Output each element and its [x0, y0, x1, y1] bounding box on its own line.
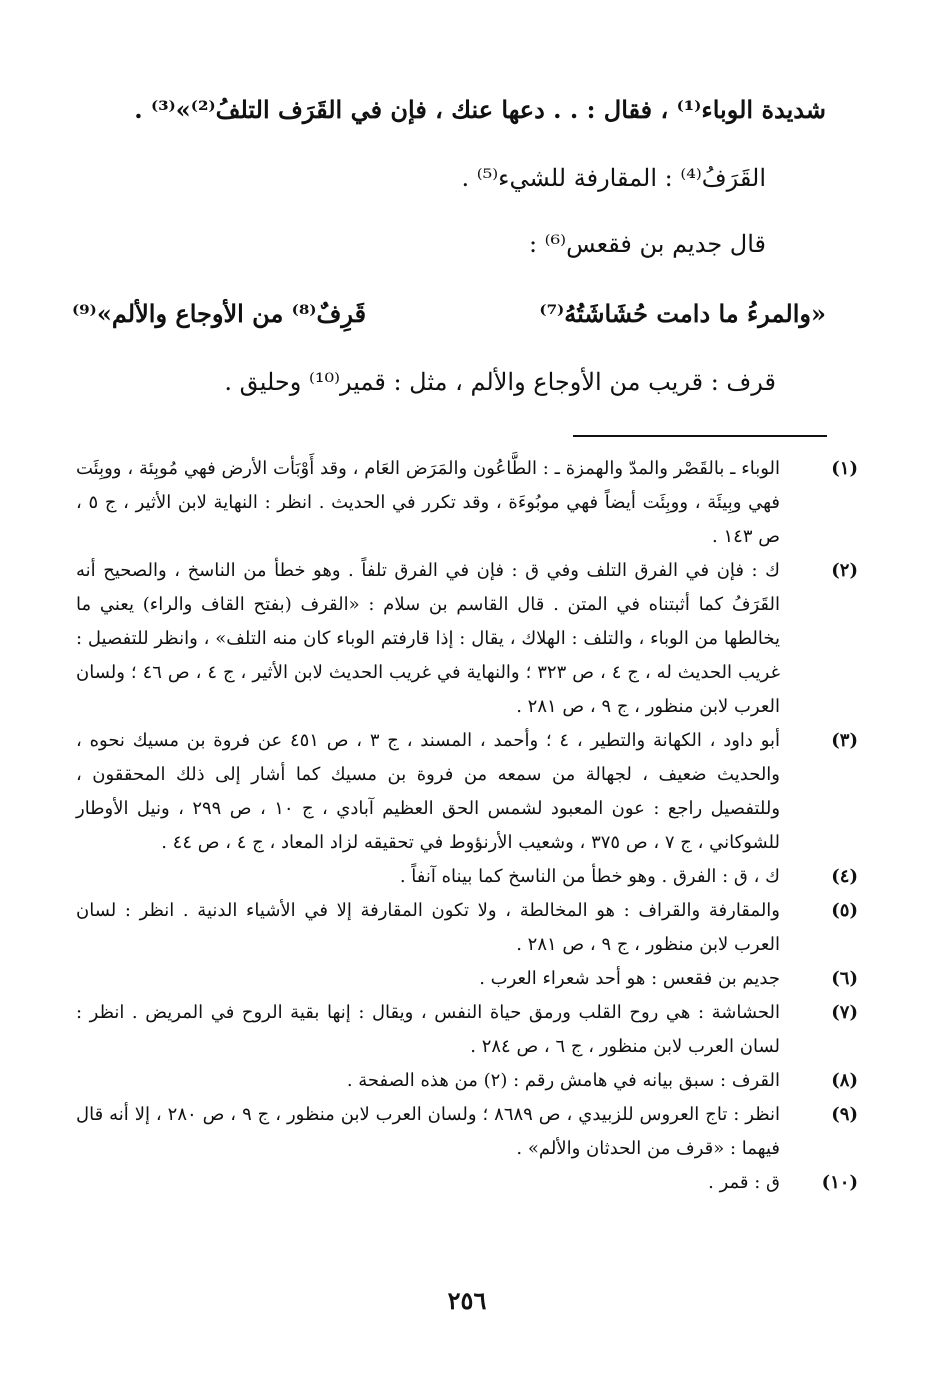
footnote-4	[76, 860, 858, 894]
footnote-number: (٧)	[831, 1002, 858, 1023]
body-line-5: قرف : قريب من الأوجاع والألم ، مثل : قمير⁽¹⁰⁾ وحليق .	[224, 368, 776, 396]
footnote-number: (١)	[831, 458, 858, 479]
footnote-number: (٥)	[831, 900, 858, 921]
body-line-3: قال جديم بن فقعس⁽⁶⁾ :	[528, 230, 766, 258]
footnote-9	[76, 1098, 858, 1166]
footnote-3	[76, 724, 858, 860]
verse-second-hemistich: قَرِفٌ⁽⁸⁾ من الأوجاع والألم»⁽⁹⁾	[72, 299, 367, 328]
footnotes	[76, 452, 858, 1200]
footnote-text: والمقارفة والقراف : هو المخالطة ، ولا تكون المقارفة إلا في الأشياء الدنية . انظر : لسان العرب لابن منظور ، ج ٩ ، ص ٢٨١ .	[76, 900, 780, 955]
footnote-text: الحشاشة : هي روح القلب ورمق حياة النفس ، ويقال : إنها بقية الروح في المريض . انظر : لسان العرب لابن منظور ، ج ٦ ، ص ٢٨٤ .	[76, 1002, 780, 1057]
footnote-8	[76, 1064, 858, 1098]
footnote-text: ق : قمر .	[708, 1172, 780, 1193]
footnote-2	[76, 554, 858, 724]
body-line-2: القَرَفُ⁽⁴⁾ : المقارفة للشيء⁽⁵⁾ .	[461, 164, 766, 192]
page-number: ٢٥٦	[447, 1286, 487, 1315]
footnote-number: (١٠)	[821, 1172, 858, 1193]
footnote-number: (٣)	[831, 730, 858, 751]
footnote-text: أبو داود ، الكهانة والتطير ، ٤ ؛ وأحمد ، المسند ، ج ٣ ، ص ٤٥١ عن فروة بن مسيك نحوه ، والحديث ضعيف ، لجهالة من سمعه من فروة بن مسيك كما أشار إلى ذلك المحققون ، وللتفصيل راجع : عون المعبود لشمس الحق العظيم آبادي ، ج ١٠ ، ص ٢٩٩ ، ونيل الأوطار للشوكاني ، ج ٧ ، ص ٣٧٥ ، وشعيب الأرنؤوط في تحقيقه لزاد المعاد ، ج ٤ ، ص ٤٤ .	[76, 730, 781, 853]
footnote-6	[76, 962, 858, 996]
footnote-text: جديم بن فقعس : هو أحد شعراء العرب .	[479, 968, 780, 989]
body-line-1: شديدة الوباء⁽¹⁾ ، فقال : . . دعها عنك ، فإن في القَرَف التلفُ⁽²⁾»⁽³⁾ .	[134, 95, 826, 124]
footnote-1	[76, 452, 858, 554]
footnote-divider	[573, 435, 827, 437]
footnote-5	[76, 894, 858, 962]
footnote-text: انظر : تاج العروس للزبيدي ، ص ٨٦٨٩ ؛ ولسان العرب لابن منظور ، ج ٩ ، ص ٢٨٠ ، إلا أنه قال فيهما : «قرف من الحدثان والألم» .	[76, 1104, 780, 1159]
footnote-10	[76, 1166, 858, 1200]
footnote-number: (٢)	[831, 560, 858, 581]
footnote-number: (٤)	[831, 866, 858, 887]
footnote-text: ك ، ق : الفرق . وهو خطأ من الناسخ كما بيناه آنفاً .	[399, 866, 780, 887]
footnote-number: (٩)	[831, 1104, 858, 1125]
footnote-text: القرف : سبق بيانه في هامش رقم : (٢) من هذه الصفحة .	[346, 1070, 780, 1091]
verse-first-hemistich: «والمرءُ ما دامت حُشَاشَتُهُ⁽⁷⁾	[539, 299, 826, 328]
footnote-number: (٦)	[831, 968, 858, 989]
footnote-text: ك : فإن في الفرق التلف وفي ق : فإن في الفرق تلفاً . وهو خطأ من الناسخ ، والصحيح أنه القَرَفُ كما أثبتناه في المتن . قال القاسم بن سلام : «القرف (بفتح القاف والراء) يعني ما يخالطها من الوباء ، والتلف : الهلاك ، يقال : إذا قارفتم الوباء كان منه التلف» ، وانظر للتفصيل : غريب الحديث له ، ج ٤ ، ص ٣٢٣ ؛ والنهاية في غريب الحديث لابن الأثير ، ج ٤ ، ص ٤٦ ؛ ولسان العرب لابن منظور ، ج ٩ ، ص ٢٨١ .	[76, 560, 780, 717]
footnote-number: (٨)	[831, 1070, 858, 1091]
footnote-text: الوباء ـ بالقَصْر والمدّ والهمزة ـ : الطَّاعُون والمَرَض العَام ، وقد أَوْبَأت الأرض فهي مُوبِئة ، ووبِئَت فهي وبِيئَة ، ووبِئَت أيضاً فهي موبُوءَة ، وقد تكرر في الحديث . انظر : النهاية لابن الأثير ، ج ٥ ، ص ١٤٣ .	[76, 458, 781, 547]
footnote-7	[76, 996, 858, 1064]
